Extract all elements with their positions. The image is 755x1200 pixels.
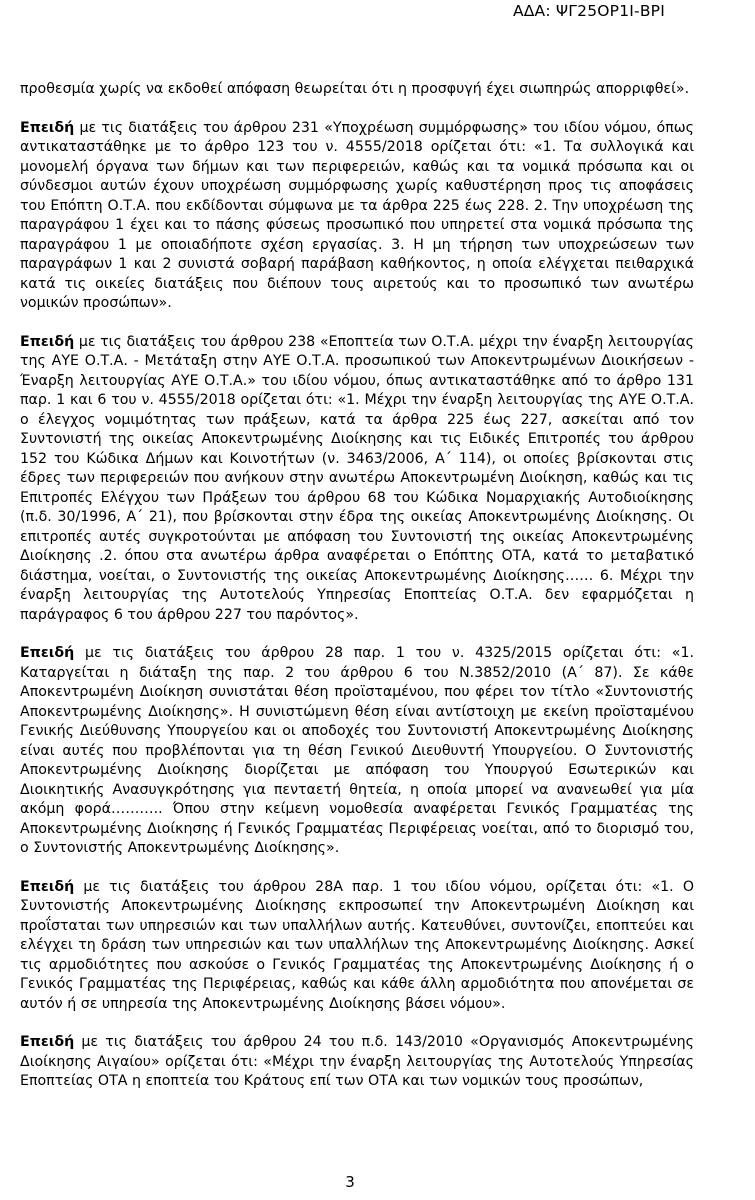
paragraph-keyword: Επειδή xyxy=(20,333,75,350)
paragraph-text: με τις διατάξεις του άρθρου 24 του π.δ. 143/2010 «Οργανισμός Αποκεντρωμένης Διοίκησης Αιγαίου» ορίζεται ότι: «Μέχρι την έναρξη λειτουργίας της Αυτοτελούς Υπηρεσίας Εποπτείας ΟΤΑ η εποπτεία του Κράτους επί των ΟΤΑ και των νομικών τους προσώπων, xyxy=(20,1034,694,1089)
paragraph-keyword: Επειδή xyxy=(20,119,75,136)
paragraph xyxy=(20,80,694,100)
paragraph-keyword: Επειδή xyxy=(20,645,75,661)
page-number: 3 xyxy=(345,1173,355,1191)
document-body xyxy=(20,80,694,1111)
paragraph xyxy=(20,644,694,859)
paragraph xyxy=(20,119,694,314)
paragraph-keyword: Επειδή xyxy=(20,878,75,895)
paragraph-text: προθεσμία χωρίς να εκδοθεί απόφαση θεωρείται ότι η προσφυγή έχει σιωπηρώς απορριφθεί». xyxy=(20,81,690,97)
paragraph xyxy=(20,878,694,1015)
paragraph-text: με τις διατάξεις του άρθρου 231 «Υποχρέωση συμμόρφωσης» του ιδίου νόμου, όπως αντικαταστάθηκε με το άρθρο 123 του ν. 4555/2018 ορίζεται ότι: «1. Τα συλλογικά και μονομελή όργανα των δήμων και των περιφερειών, καθώς και τα νομικά πρόσωπα και οι σύνδεσμοι αυτών έχουν υποχρέωση συμμόρφωσης χωρίς καθυστέρηση προς τις αποφάσεις του Επόπτη Ο.Τ.Α. που εκδίδονται σύμφωνα με τα άρθρα 225 έως 228. 2. Την υποχρέωση της παραγράφου 1 έχει και το πάσης φύσεως προσωπικό που υπηρετεί στα νομικά πρόσωπα της παραγράφου 1 με οποιαδήποτε σχέση εργασίας. 3. Η μη τήρηση των υποχρεώσεων των παραγράφων 1 και 2 συνιστά σοβαρή παράβαση καθήκοντος, η οποία ελέγχεται πειθαρχικά κατά τις οικείες διατάξεις που διέπουν τους αιρετούς και το προσωπικό των ανωτέρω νομικών προσώπων». xyxy=(20,119,694,311)
paragraph-text: με τις διατάξεις του άρθρου 28 παρ. 1 του ν. 4325/2015 ορίζεται ότι: «1. Καταργείται η διάταξη της παρ. 2 του άρθρου 6 του Ν.3852/2010 (Α΄ 87). Σε κάθε Αποκεντρωμένη Διοίκηση συνιστάται θέση προϊσταμένου, που φέρει τον τίτλο «Συντονιστής Αποκεντρωμένης Διοίκησης». Η συνιστώμενη θέση είναι αντίστοιχη με εκείνη προϊσταμένου Γενικής Διεύθυνσης Υπουργείου και οι αποδοχές του Συντονιστή Αποκεντρωμένης Διοίκησης είναι αυτές που προβλέπονται για τη θέση Γενικού Διευθυντή Υπουργείου. Ο Συντονιστής Αποκεντρωμένης Διοίκησης διορίζεται με απόφαση του Υπουργού Εσωτερικών και Διοικητικής Ανασυγκρότησης για πενταετή θητεία, η οποία μπορεί να ανανεωθεί για μία ακόμη φορά……….. Όπου στην κείμενη νομοθεσία αναφέρεται Γενικός Γραμματέας της Αποκεντρωμένης Διοίκησης ή Γενικός Γραμματέας Περιφέρειας νοείται, από το διορισμό του, ο Συντονιστής Αποκεντρωμένης Διοίκησης». xyxy=(20,645,694,856)
document-code: ΑΔΑ: ΨΓ25ΟΡ1Ι-ΒΡΙ xyxy=(512,2,665,20)
paragraph xyxy=(20,1033,694,1092)
paragraph-text: με τις διατάξεις του άρθρου 238 «Εποπτεία των Ο.Τ.Α. μέχρι την έναρξη λειτουργίας της ΑΥΕ Ο.Τ.Α. - Μετάταξη στην ΑΥΕ Ο.Τ.Α. προσωπικού των Αποκεντρωμένων Διοικήσεων - Έναρξη λειτουργίας ΑΥΕ Ο.Τ.Α.» του ιδίου νόμου, όπως αντικαταστάθηκε από το άρθρο 131 παρ. 1 και 6 του ν. 4555/2018 ορίζεται ότι: «1. Μέχρι την έναρξη λειτουργίας της ΑΥΕ Ο.Τ.Α. ο έλεγχος νομιμότητας των πράξεων, κατά τα άρθρα 225 έως 227, ασκείται από τον Συντονιστή της οικείας Αποκεντρωμένης Διοίκησης και τις Ειδικές Επιτροπές του άρθρου 152 του Κώδικα Δήμων και Κοινοτήτων (ν. 3463/2006, Α΄ 114), οι οποίες βρίσκονται στις έδρες των περιφερειών που ανήκουν στην ανωτέρω Αποκεντρωμένη Διοίκηση, καθώς και τις Επιτροπές Ελέγχου των Πράξεων του άρθρου 68 του Κώδικα Νομαρχιακής Αυτοδιοίκησης (π.δ. 30/1996, Α΄ 21), που βρίσκονται στην έδρα της οικείας Αποκεντρωμένης Διοίκησης. Οι επιτροπές αυτές συγκροτούνται με απόφαση του Συντονιστή της οικείας Αποκεντρωμένης Διοίκησης .2. όπου στα ανωτέρω άρθρα αναφέρεται ο Επόπτης ΟΤΑ, κατά το μεταβατικό διάστημα, νοείται, ο Συντονιστής της οικείας Αποκεντρωμένης Διοίκησης…… 6. Μέχρι την έναρξη λειτουργίας της Αυτοτελούς Υπηρεσίας Εποπτείας Ο.Τ.Α. δεν εφαρμόζεται η παράγραφος 6 του άρθρου 227 του παρόντος». xyxy=(20,333,694,623)
paragraph xyxy=(20,333,694,626)
paragraph-keyword: Επειδή xyxy=(20,1034,75,1050)
paragraph-text: με τις διατάξεις του άρθρου 28Α παρ. 1 του ιδίου νόμου, ορίζεται ότι: «1. Ο Συντονιστής Αποκεντρωμένης Διοίκησης εκπροσωπεί την Αποκεντρωμένη Διοίκηση και προΐσταται των υπηρεσιών και των υπαλλήλων αυτής. Κατευθύνει, συντονίζει, εποπτεύει και ελέγχει τη δράση των υπηρεσιών και των υπαλλήλων της Αποκεντρωμένης Διοίκησης. Ασκεί τις αρμοδιότητες που ασκούσε ο Γενικός Γραμματέας της Αποκεντρωμένης Διοίκησης ή ο Γενικός Γραμματέας της Περιφέρειας, καθώς και κάθε άλλη αρμοδιότητα που απονέμεται σε αυτόν ή σε υπηρεσία της Αποκεντρωμένης Διοίκησης βάσει νόμου». xyxy=(20,878,694,1012)
